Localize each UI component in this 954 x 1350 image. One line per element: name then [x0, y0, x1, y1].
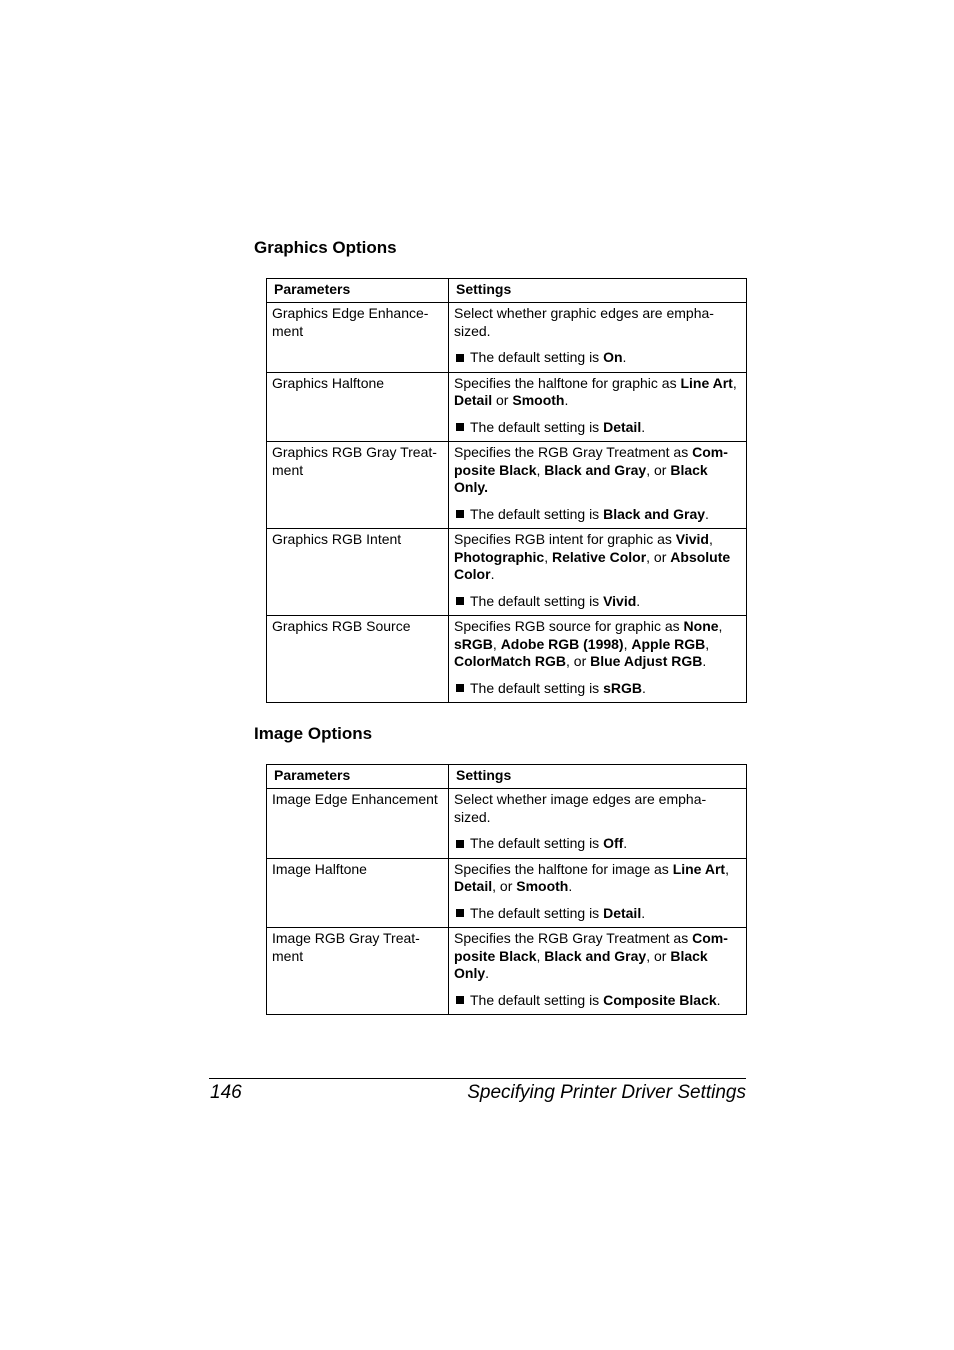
default-setting: The default setting is On.	[454, 349, 741, 367]
setting-description: Specifies the halftone for graphic as Line Art, Detail or Smooth.	[454, 374, 737, 408]
square-bullet-icon	[456, 684, 464, 692]
parameter-cell: Image Edge Enhancement	[267, 789, 449, 859]
option-value: Com- posite Black	[454, 930, 728, 964]
parameter-cell: Graphics RGB Intent	[267, 529, 449, 616]
default-value: On	[603, 349, 623, 365]
table-row	[267, 616, 747, 703]
settings-header: Settings	[449, 279, 747, 303]
option-value: Line Art	[672, 860, 726, 877]
option-value: Blue Adjust RGB	[590, 653, 703, 669]
image-options-heading: Image Options	[254, 724, 373, 743]
square-bullet-icon	[456, 996, 464, 1004]
setting-description: Specifies RGB intent for graphic as Vivid, Photographic, Relative Color, or Absolute Color.	[454, 531, 731, 582]
setting-description: Specifies the RGB Gray Treatment as Com- posite Black, Black and Gray, or Black Only.	[454, 930, 728, 981]
table-header-row	[267, 279, 747, 303]
option-value: Relative Color	[552, 548, 647, 565]
setting-description: Select whether image edges are empha- sized.	[454, 791, 707, 825]
table-row	[267, 372, 747, 442]
default-setting: The default setting is Detail.	[454, 905, 741, 923]
running-title: Specifying Printer Driver Settings	[467, 1082, 746, 1103]
table-row	[267, 529, 747, 616]
setting-cell	[449, 303, 747, 373]
default-value: sRGB	[603, 679, 642, 696]
parameter-cell: Image Halftone	[267, 858, 449, 928]
default-value: Detail	[603, 904, 642, 921]
option-value: Line Art	[680, 374, 733, 391]
option-value: Black and Gray	[544, 461, 647, 478]
option-value: Black and Gray	[544, 947, 647, 964]
square-bullet-icon	[456, 909, 464, 917]
option-value: Apple RGB	[631, 635, 706, 652]
default-setting: The default setting is Detail.	[454, 419, 741, 437]
option-value: Smooth	[516, 878, 569, 894]
option-value: Com- posite Black	[454, 444, 728, 478]
option-value: Black Only	[454, 947, 708, 981]
default-value: Off	[603, 835, 624, 851]
setting-description: Specifies RGB source for graphic as None, sRGB, Adobe RGB (1998), Apple RGB, ColorMatch RGB, or Blue Adjust RGB.	[454, 618, 723, 669]
parameter-cell: Graphics Edge Enhance- ment	[267, 303, 449, 373]
graphics-options-table	[266, 278, 747, 703]
option-value: Photographic	[454, 548, 545, 565]
parameter-cell: Graphics RGB Source	[267, 616, 449, 703]
option-value: Smooth	[512, 392, 565, 408]
square-bullet-icon	[456, 510, 464, 518]
setting-cell	[449, 789, 747, 859]
parameter-cell: Image RGB Gray Treat- ment	[267, 928, 449, 1015]
default-value: Detail	[603, 418, 642, 435]
setting-description: Specifies the RGB Gray Treatment as Com- posite Black, Black and Gray, or Black Only.	[454, 444, 728, 495]
default-setting: The default setting is Black and Gray.	[454, 506, 741, 524]
default-value: Vivid	[603, 592, 637, 609]
setting-cell	[449, 372, 747, 442]
square-bullet-icon	[456, 840, 464, 848]
table-row	[267, 442, 747, 529]
table-header-row	[267, 765, 747, 789]
setting-cell	[449, 928, 747, 1015]
option-value: Absolute Color	[454, 548, 731, 582]
table-row	[267, 858, 747, 928]
default-setting: The default setting is Vivid.	[454, 593, 741, 611]
footer-rule	[209, 1078, 746, 1079]
option-value: Detail	[454, 878, 493, 894]
default-setting: The default setting is sRGB.	[454, 680, 741, 698]
setting-description: Specifies the halftone for image as Line Art, Detail, or Smooth.	[454, 860, 729, 894]
setting-cell	[449, 616, 747, 703]
option-value: Vivid	[675, 531, 709, 547]
default-setting: The default setting is Off.	[454, 835, 741, 853]
option-value: Black Only.	[454, 461, 708, 495]
graphics-options-heading: Graphics Options	[254, 238, 397, 257]
setting-description: Select whether graphic edges are empha- sized.	[454, 305, 714, 339]
table-row	[267, 928, 747, 1015]
parameters-header: Parameters	[267, 765, 449, 789]
default-setting: The default setting is Composite Black.	[454, 992, 741, 1010]
square-bullet-icon	[456, 423, 464, 431]
image-options-table	[266, 764, 747, 1015]
page-number: 146	[210, 1082, 242, 1103]
option-value: ColorMatch RGB	[454, 653, 566, 669]
square-bullet-icon	[456, 354, 464, 362]
default-value: Composite Black	[603, 991, 717, 1008]
table-row	[267, 789, 747, 859]
default-value: Black and Gray	[603, 505, 706, 522]
setting-cell	[449, 858, 747, 928]
option-value: None	[683, 618, 719, 634]
setting-cell	[449, 442, 747, 529]
option-value: Adobe RGB (1998)	[500, 635, 624, 652]
parameter-cell: Graphics RGB Gray Treat- ment	[267, 442, 449, 529]
table-row	[267, 303, 747, 373]
square-bullet-icon	[456, 597, 464, 605]
parameter-cell: Graphics Halftone	[267, 372, 449, 442]
parameters-header: Parameters	[267, 279, 449, 303]
settings-header: Settings	[449, 765, 747, 789]
setting-cell	[449, 529, 747, 616]
option-value: sRGB	[454, 635, 493, 652]
option-value: Detail	[454, 392, 493, 408]
